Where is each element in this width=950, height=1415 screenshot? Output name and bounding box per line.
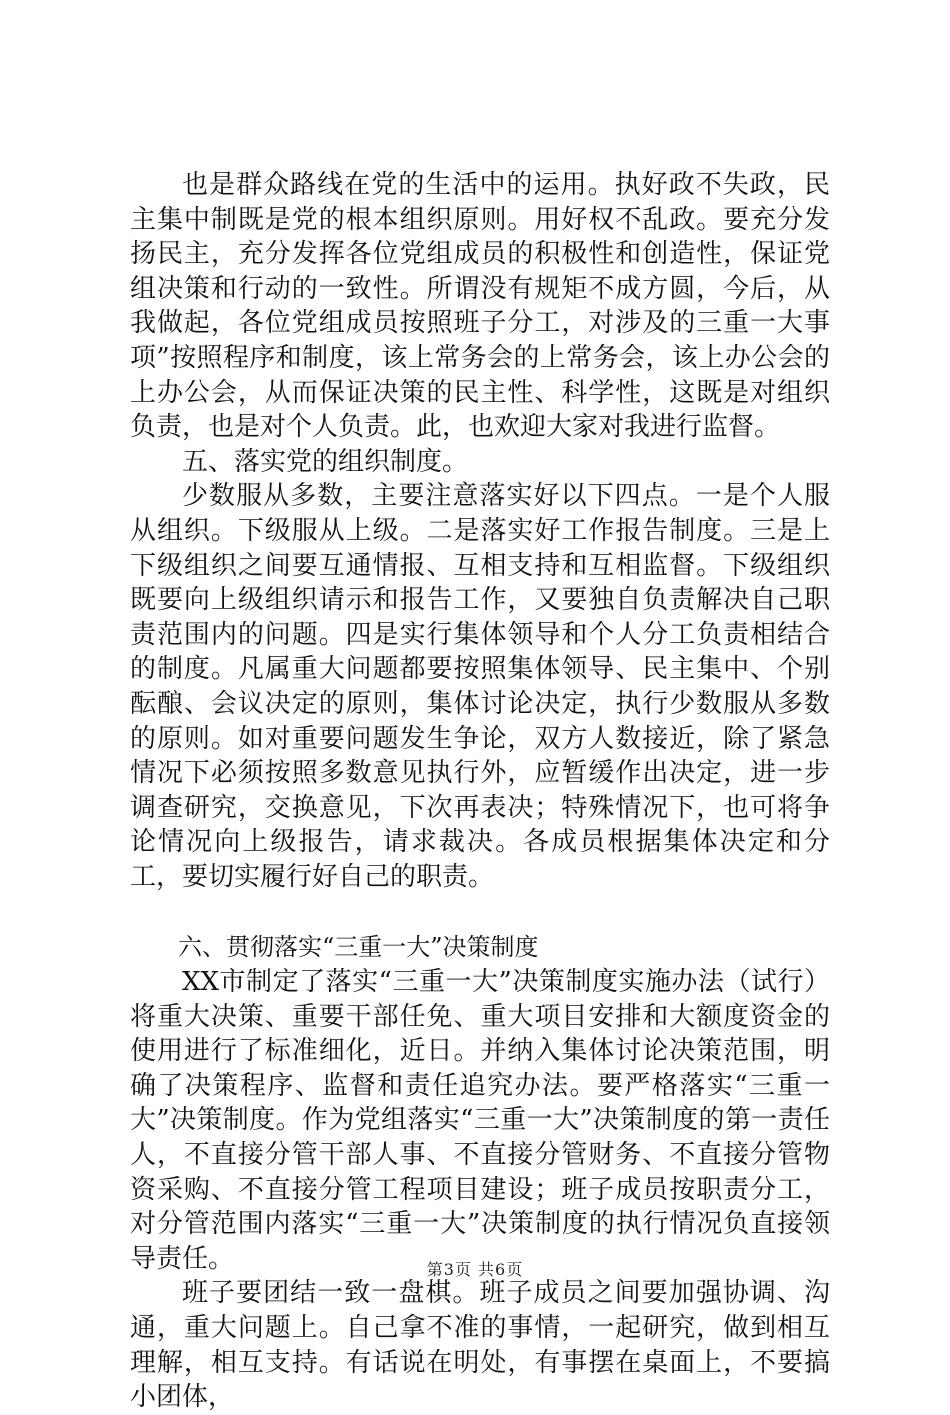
paragraph-organization-system: 少数服从多数，主要注意落实好以下四点。一是个人服从组织。下级服从上级。二是落实好工作报告制度。三是上下级组织之间要互通情报、互相支持和互相监督。下级组织既要向上级组织请示和报告工作，又要独自负责解决自己职责范围内的问题。四是实行集体领导和个人分工负责相结合的制度。凡属重大问题都要按照集体领导、民主集中、个别酝酿、会议决定的原则，集体讨论决定，执行少数服从多数的原则。如对重要问题发生争论，双方人数接近，除了紧急情况下必须按照多数意见执行外，应暂缓作出决定，进一步调查研究，交换意见，下次再表决；特殊情况下，也可将争论情况向上级报告，请求裁决。各成员根据集体决定和分工，要切实履行好自己的职责。	[130, 481, 830, 892]
paragraph-team-unity: 班子要团结一致一盘棋。班子成员之间要加强协调、沟通，重大问题上。自己拿不准的事情，一起研究，做到相互理解，相互支持。有话说在明处，有事摆在桌面上，不要搞小团体，	[130, 1278, 830, 1413]
section-heading-five: 五、落实党的组织制度。	[182, 446, 469, 477]
paragraph-democratic-centralism: 也是群众路线在党的生活中的运用。执好政不失政，民主集中制既是党的根本组织原则。用好权不乱政。要充分发扬民主，充分发挥各位党组成员的积极性和创造性，保证党组决策和行动的一致性。所谓没有规矩不成方圆，今后，从我做起，各位党组成员按照班子分工，对涉及的三重一大事项”按照程序和制度，该上常务会的上常务会，该上办公会的上办公会，从而保证决策的民主性、科学性，这既是对组织负责，也是对个人负责。此，也欢迎大家对我进行监督。	[130, 170, 830, 443]
paragraph-decision-system: XX市制定了落实“三重一大”决策制度实施办法（试行）将重大决策、重要干部任免、重大项目安排和大额度资金的使用进行了标准细化，近日。并纳入集体讨论决策范围，明确了决策程序、监督和责任追究办法。要严格落实“三重一大”决策制度。作为党组落实“三重一大”决策制度的第一责任人，不直接分管干部人事、不直接分管财务、不直接分管物资采购、不直接分管工程项目建设；班子成员按职责分工，对分管范围内落实“三重一大”决策制度的执行情况负直接领导责任。	[130, 967, 830, 1274]
page-number-footer: 第3页 共6页	[426, 1260, 524, 1279]
document-body	[130, 168, 830, 1415]
paragraph-gap	[130, 894, 830, 930]
section-heading-six: 六、贯彻落实“三重一大”决策制度	[178, 933, 539, 962]
